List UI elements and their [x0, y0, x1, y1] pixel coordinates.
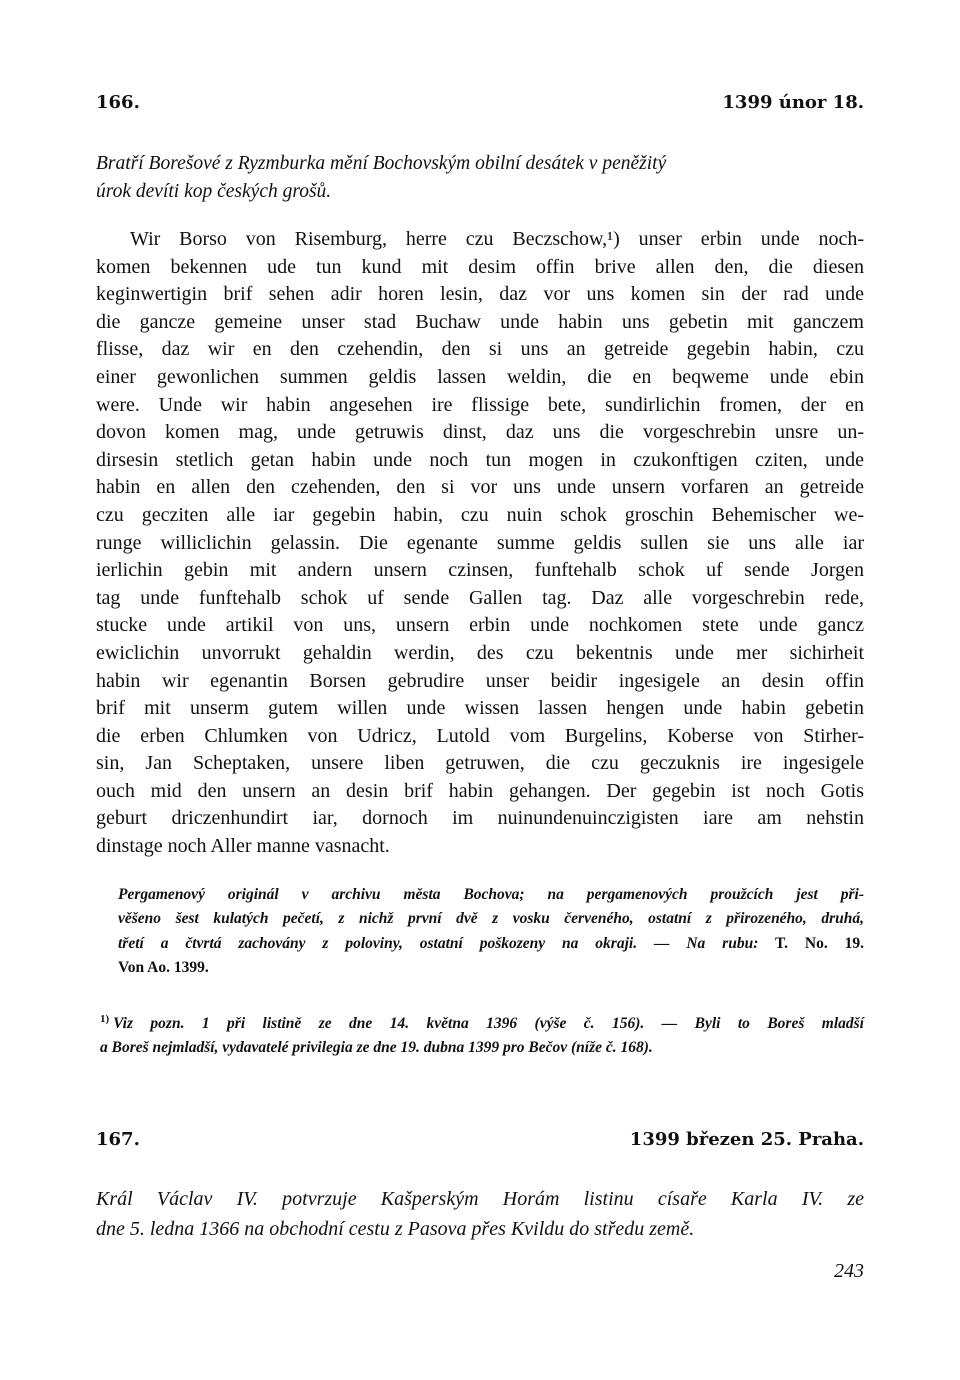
- source-note: [96, 883, 864, 981]
- summary-line: úrok devíti kop českých grošů.: [96, 181, 332, 202]
- dorsal-note-text: T. No. 19.: [758, 934, 864, 952]
- body-line: tag unde funftehalb schok uf sende Gallen tag. Daz alle vorgeschrebin rede,: [96, 586, 864, 609]
- body-line: were. Unde wir habin angesehen ire flissige bete, sundirlichin fromen, der en: [96, 393, 864, 416]
- body-line: dirsesin stetlich getan habin unde noch tun mogen in czukonftigen cziten, unde: [96, 448, 864, 471]
- next-document-date: 1399 březen 25. Praha.: [629, 1128, 864, 1150]
- document-date: 1399 únor 18.: [722, 92, 864, 113]
- page-number: 243: [834, 1260, 864, 1282]
- document-summary: [96, 150, 864, 206]
- body-line: geburt driczenhundirt iar, dornoch im nuinundenuinczigisten iare am nehstin: [96, 807, 864, 830]
- body-line: die erben Chlumken von Udricz, Lutold vom Burgelins, Koberse von Stirher-: [96, 724, 864, 747]
- source-note-line: Von Ao. 1399.: [118, 959, 209, 977]
- body-line: komen bekennen ude tun kund mit desim offin brive allen den, die diesen: [96, 255, 864, 278]
- body-line: ouch mid den unsern an desin brif habin gehangen. Der gegebin ist noch Gotis: [96, 779, 864, 802]
- body-line: czu gecziten alle iar gegebin habin, czu nuin schok groschin Behemischer we-: [96, 503, 864, 526]
- body-line: dovon komen mag, unde getruwis dinst, daz uns die vorgeschrebin unsre un-: [96, 421, 864, 444]
- footnote-mark: 1): [100, 1012, 110, 1025]
- body-line: dinstage noch Aller manne vasnacht.: [96, 835, 390, 858]
- next-document-summary: [96, 1184, 864, 1244]
- source-note-text: třetí a čtvrtá zachovány z poloviny, ostatní poškozeny na okraji. — Na rubu:: [118, 934, 759, 952]
- footnote: [96, 1007, 864, 1061]
- body-line: stucke unde artikil von uns, unsern erbin unde nochkomen stete unde gancz: [96, 614, 864, 637]
- next-summary-line: dne 5. ledna 1366 na obchodní cestu z Pasova přes Kvildu do středu země.: [96, 1217, 695, 1240]
- body-line: habin wir egenantin Borsen gebrudire unser beidir ingesigele an desin offin: [96, 669, 864, 692]
- body-line: runge williclichin gelassin. Die egenante summe geldis sullen sie uns alle iar: [96, 531, 864, 554]
- source-note-line: věšeno šest kulatých pečetí, z nichž první dvě z vosku červeného, ostatní z přirozeného, druhá,: [118, 910, 864, 928]
- body-line: sin, Jan Scheptaken, unsere liben getruwen, die czu geczuknis ire ingesigele: [96, 752, 864, 775]
- next-document-header: [96, 1129, 864, 1150]
- body-line: Wir Borso von Risemburg, herre czu Beczschow,¹) unser erbin unde noch-: [130, 228, 864, 250]
- footnote-text: Viz pozn. 1 při listině ze dne 14. května 1396 (výše č. 156). — Byli to Boreš mladší: [113, 1014, 864, 1032]
- body-line: brif mit unserm gutem willen unde wissen lassen hengen unde habin gebetin: [96, 697, 864, 720]
- source-note-line: [118, 932, 864, 957]
- summary-line: Bratří Borešové z Ryzmburka mění Bochovským obilní desátek v peněžitý: [96, 153, 667, 174]
- footnote-line: [100, 1007, 864, 1037]
- charter-text: [96, 226, 864, 861]
- body-line: habin en allen den czehenden, den si vor uns unde unsern vorfaren an getreide: [96, 476, 864, 499]
- next-document-number: 167.: [96, 1128, 140, 1150]
- body-line: einer gewonlichen summen geldis lassen weldin, die en beqweme unde ebin: [96, 365, 864, 388]
- document-number: 166.: [96, 92, 140, 113]
- source-note-line: Pergamenový originál v archivu města Bochova; na pergamenových proužcích jest při-: [118, 885, 864, 903]
- body-line: flisse, daz wir en den czehendin, den si uns an getreide gegebin habin, czu: [96, 338, 864, 361]
- body-line: ierlichin gebin mit andern unsern czinsen, funftehalb schok uf sende Jorgen: [96, 559, 864, 582]
- footnote-line: a Boreš nejmladší, vydavatelé privilegia ze dne 19. dubna 1399 pro Bečov (níže č. 168).: [100, 1039, 653, 1057]
- body-line: keginwertigin brif sehen adir horen lesin, daz vor uns komen sin der rad unde: [96, 283, 864, 306]
- body-line: die gancze gemeine unser stad Buchaw unde habin uns gebetin mit ganczem: [96, 310, 864, 333]
- document-header: [96, 92, 864, 122]
- next-summary-line: Král Václav IV. potvrzuje Kašperským Horám listinu císaře Karla IV. ze: [96, 1187, 864, 1210]
- document-page: [96, 92, 864, 1244]
- body-line: ewiclichin unvorrukt gehaldin werdin, des czu bekentnis unde mer sichirheit: [96, 641, 864, 664]
